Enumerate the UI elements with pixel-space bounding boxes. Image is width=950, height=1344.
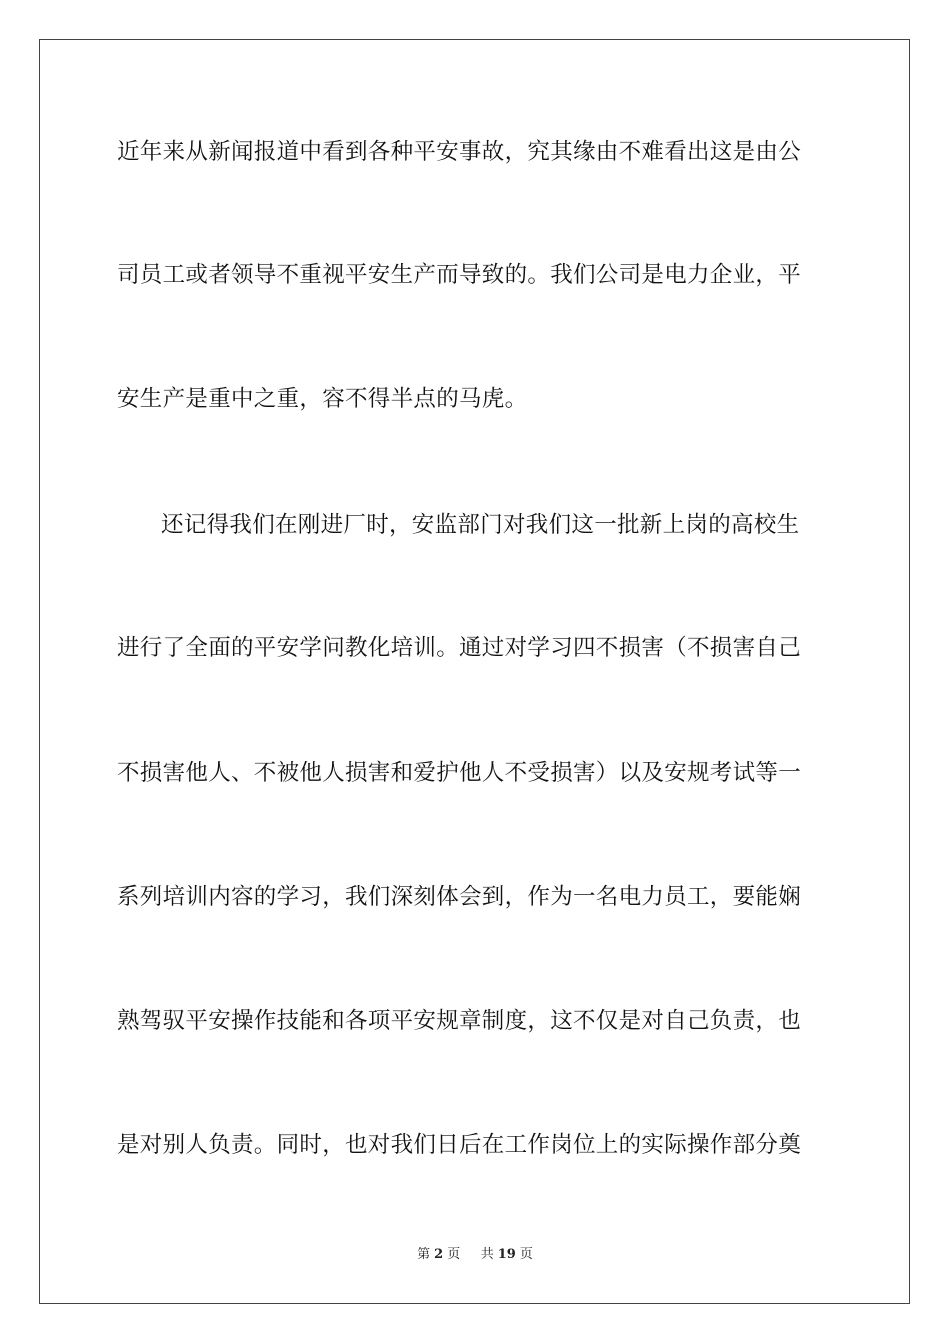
total-prefix: 共 bbox=[480, 1247, 494, 1262]
page-border bbox=[39, 39, 910, 1304]
text-line-1: 近年来从新闻报道中看到各种平安事故，究其缘由不难看出这是由公 bbox=[117, 139, 802, 165]
text-line-4: 还记得我们在刚进厂时，安监部门对我们这一批新上岗的高校生 bbox=[161, 512, 800, 538]
total-suffix: 页 bbox=[519, 1247, 533, 1262]
total-pages: 19 bbox=[497, 1247, 516, 1262]
page-number: 2 bbox=[434, 1247, 444, 1262]
page-footer bbox=[0, 1246, 950, 1264]
text-line-7: 系列培训内容的学习，我们深刻体会到，作为一名电力员工，要能娴 bbox=[117, 884, 802, 910]
page-suffix: 页 bbox=[447, 1247, 461, 1262]
text-line-6: 不损害他人、不被他人损害和爱护他人不受损害）以及安规考试等一 bbox=[117, 760, 802, 786]
text-line-3: 安生产是重中之重，容不得半点的马虎。 bbox=[117, 386, 528, 412]
page-prefix: 第 bbox=[417, 1247, 431, 1262]
text-line-8: 熟驾驭平安操作技能和各项平安规章制度，这不仅是对自己负责，也 bbox=[117, 1008, 802, 1034]
text-line-5: 进行了全面的平安学问教化培训。通过对学习四不损害（不损害自己 bbox=[117, 635, 802, 661]
text-line-9: 是对别人负责。同时，也对我们日后在工作岗位上的实际操作部分奠 bbox=[117, 1132, 802, 1158]
text-line-2: 司员工或者领导不重视平安生产而导致的。我们公司是电力企业，平 bbox=[117, 262, 802, 288]
